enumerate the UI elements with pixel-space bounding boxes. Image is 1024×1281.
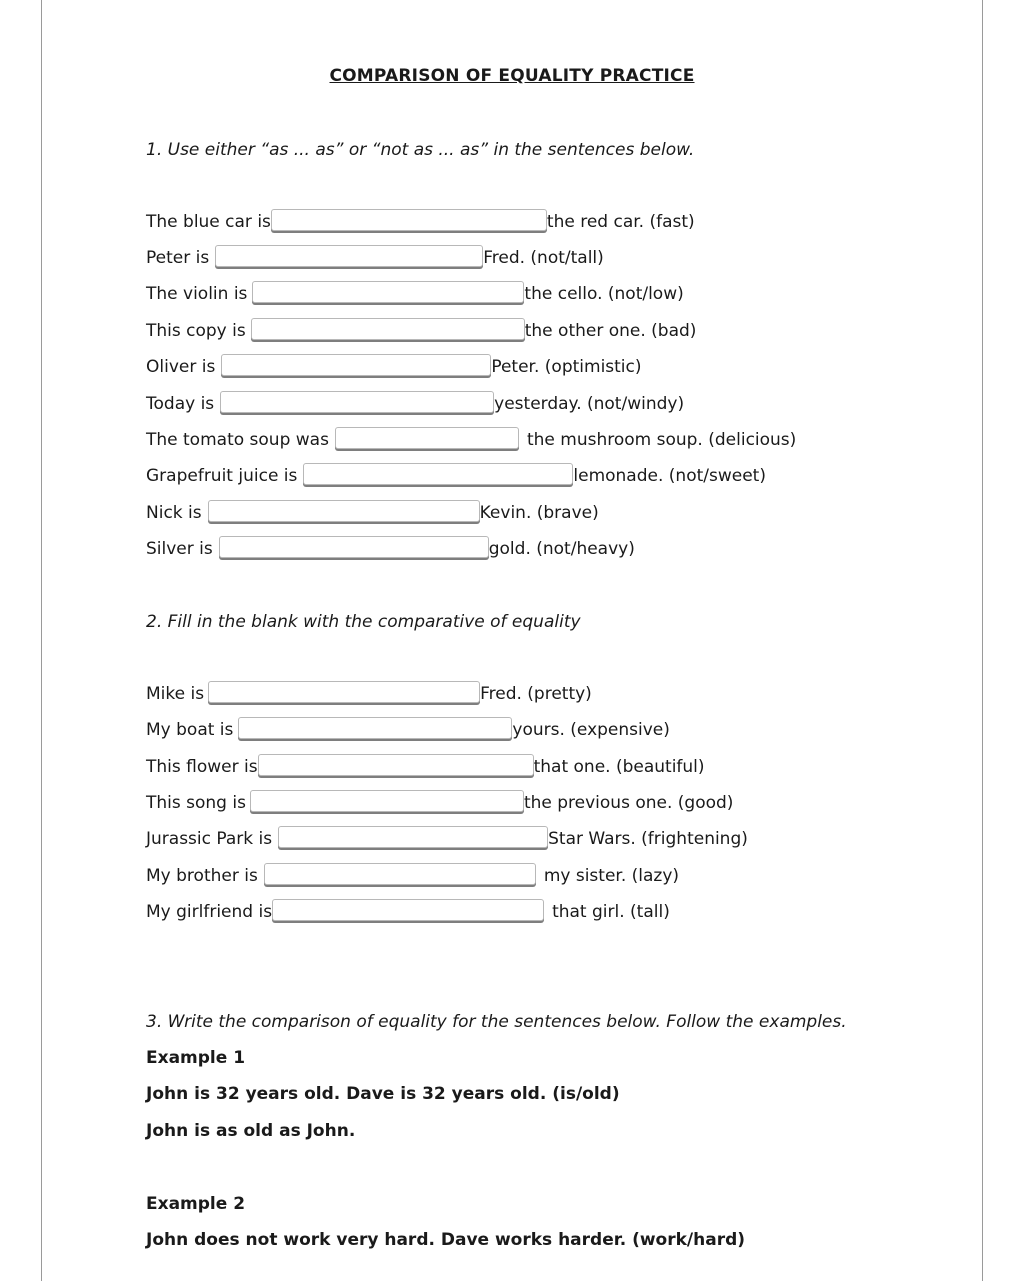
exercise-row [146, 463, 766, 489]
sentence-end: the previous one. (good) [523, 793, 734, 813]
sentence-start: This song is [146, 793, 246, 813]
answer-input[interactable] [215, 245, 483, 267]
exercise-row [146, 281, 684, 307]
sentence-end: my sister. (lazy) [543, 866, 680, 886]
exercise-row [146, 318, 696, 344]
answer-input[interactable] [303, 463, 573, 485]
example2-prompt: John does not work very hard. Dave works harder. (work/hard) [146, 1230, 746, 1250]
exercise-row [146, 536, 635, 562]
answer-input[interactable] [250, 790, 524, 812]
sentence-end: Peter. (optimistic) [491, 357, 642, 377]
exercise-row [146, 245, 604, 271]
sentence-start: Mike is [146, 684, 205, 704]
sentence-end: Fred. (pretty) [480, 684, 592, 704]
sentence-start: The violin is [146, 284, 248, 304]
sentence-start: The blue car is [146, 212, 271, 232]
exercise-row [146, 826, 748, 852]
sentence-start: Nick is [146, 503, 202, 523]
sentence-end: the mushroom soup. (delicious) [526, 430, 797, 450]
sentence-end: that girl. (tall) [552, 902, 670, 922]
answer-input[interactable] [220, 391, 494, 413]
example2-heading: Example 2 [146, 1194, 246, 1214]
sentence-start: Silver is [146, 539, 213, 559]
example1-answer: John is as old as John. [146, 1121, 356, 1141]
answer-input[interactable] [278, 826, 548, 848]
section2-instruction: 2. Fill in the blank with the comparative of equality [146, 612, 581, 632]
answer-input[interactable] [272, 899, 544, 921]
worksheet-title: COMPARISON OF EQUALITY PRACTICE [329, 66, 695, 86]
answer-input[interactable] [252, 281, 524, 303]
sentence-start: This copy is [146, 321, 246, 341]
answer-input[interactable] [335, 427, 519, 449]
sentence-end: that one. (beautiful) [533, 757, 705, 777]
sentence-start: Today is [146, 394, 215, 414]
exercise-row [146, 790, 733, 816]
answer-input[interactable] [208, 681, 480, 703]
sentence-end: yesterday. (not/windy) [494, 394, 685, 414]
sentence-start: Oliver is [146, 357, 216, 377]
page-border-right [982, 0, 983, 1281]
sentence-end: the cello. (not/low) [524, 284, 684, 304]
answer-input[interactable] [258, 754, 534, 776]
example1-prompt: John is 32 years old. Dave is 32 years old. (is/old) [146, 1084, 620, 1104]
sentence-end: gold. (not/heavy) [488, 539, 635, 559]
section3-instruction: 3. Write the comparison of equality for the sentences below. Follow the examples. [146, 1012, 847, 1032]
sentence-start: My girlfriend is [146, 902, 273, 922]
sentence-start: My brother is [146, 866, 258, 886]
sentence-start: This flower is [146, 757, 258, 777]
sentence-start: My boat is [146, 720, 234, 740]
sentence-start: Peter is [146, 248, 210, 268]
exercise-row [146, 863, 679, 889]
sentence-start: The tomato soup was [146, 430, 329, 450]
answer-input[interactable] [264, 863, 536, 885]
answer-input[interactable] [251, 318, 525, 340]
page-border-left [41, 0, 42, 1281]
answer-input[interactable] [271, 209, 547, 231]
exercise-row [146, 391, 684, 417]
sentence-start: Jurassic Park is [146, 829, 273, 849]
example1-heading: Example 1 [146, 1048, 246, 1068]
sentence-end: lemonade. (not/sweet) [573, 466, 766, 486]
exercise-row [146, 681, 592, 707]
exercise-row [146, 899, 670, 925]
sentence-end: the red car. (fast) [546, 212, 695, 232]
sentence-end: yours. (expensive) [512, 720, 670, 740]
exercise-row [146, 427, 796, 453]
sentence-start: Grapefruit juice is [146, 466, 298, 486]
section1-instruction: 1. Use either “as ... as” or “not as ... as” in the sentences below. [146, 140, 695, 160]
answer-input[interactable] [238, 717, 512, 739]
sentence-end: Star Wars. (frightening) [548, 829, 748, 849]
exercise-row [146, 209, 695, 235]
answer-input[interactable] [221, 354, 491, 376]
sentence-end: Fred. (not/tall) [483, 248, 604, 268]
exercise-row [146, 500, 599, 526]
exercise-row [146, 754, 705, 780]
answer-input[interactable] [219, 536, 489, 558]
sentence-end: Kevin. (brave) [479, 503, 599, 523]
exercise-row [146, 717, 670, 743]
sentence-end: the other one. (bad) [524, 321, 697, 341]
exercise-row [146, 354, 642, 380]
answer-input[interactable] [208, 500, 480, 522]
